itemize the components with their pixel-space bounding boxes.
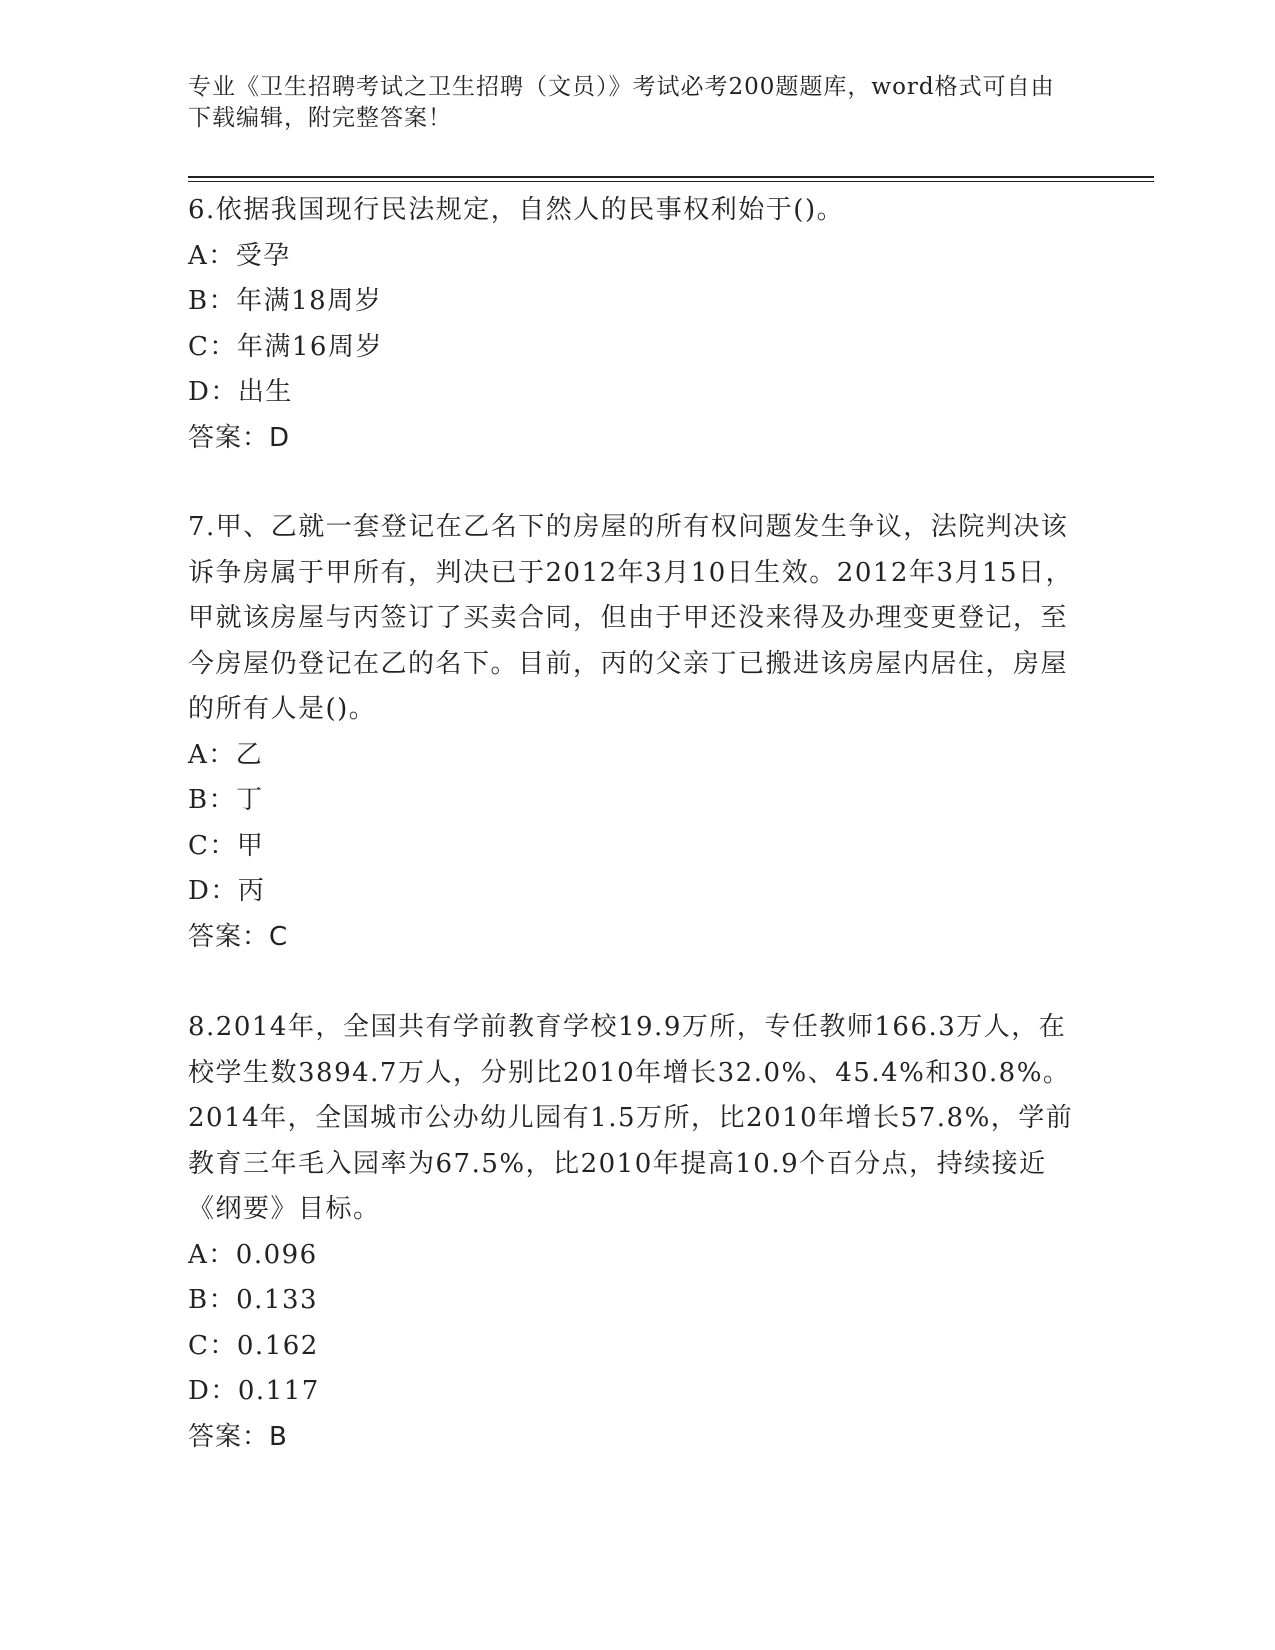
option-a: A：0.096 [188,1239,318,1270]
answer-line: 答案：C [188,921,289,952]
answer-line: 答案：D [188,422,291,453]
header-divider [188,176,1154,178]
question-stem: 7.甲、乙就一套登记在乙名下的房屋的所有权问题发生争议，法院判决该诉争房属于甲所有，判决已于2012年3月10日生效。2012年3月15日，甲就该房屋与丙签订了买卖合同，但由于甲还没来得及办理变更登记，至今房屋仍登记在乙的名下。目前，丙的父亲丁已搬进该房屋内居住，房屋的所有人是()。 [188,512,1074,724]
question-stem: 8.2014年，全国共有学前教育学校19.9万所，专任教师166.3万人，在校学生数3894.7万人，分别比2010年增长32.0%、45.4%和30.8%。2014年，全国城市公办幼儿园有1.5万所，比2010年增长57.8%，学前教育三年毛入园率为67.5%，比2010年提高10.9个百分点，持续接近《纲要》目标。 [188,1012,1074,1224]
option-d: D：0.117 [188,1376,320,1406]
option-b: B：年满18周岁 [188,286,383,316]
option-a: A：乙 [188,739,264,770]
option-c: C：甲 [188,830,265,861]
option-b: B：0.133 [188,1285,319,1315]
answer-line: 答案：B [188,1421,288,1452]
option-c: C：年满16周岁 [188,331,383,362]
header-divider-thin [188,181,1154,182]
option-c: C：0.162 [188,1330,319,1361]
option-a: A：受孕 [188,240,291,271]
question-stem: 6.依据我国现行民法规定，自然人的民事权利始于()。 [188,195,845,225]
question-7 [188,505,1088,960]
option-d: D：丙 [188,876,266,906]
option-d: D：出生 [188,377,293,407]
option-b: B：丁 [188,785,264,815]
question-8 [188,1005,1088,1460]
question-6 [188,188,1088,461]
header-note: 专业《卫生招聘考试之卫生招聘（文员）》考试必考200题题库，word格式可自由下载编辑，附完整答案！ [188,74,1055,131]
